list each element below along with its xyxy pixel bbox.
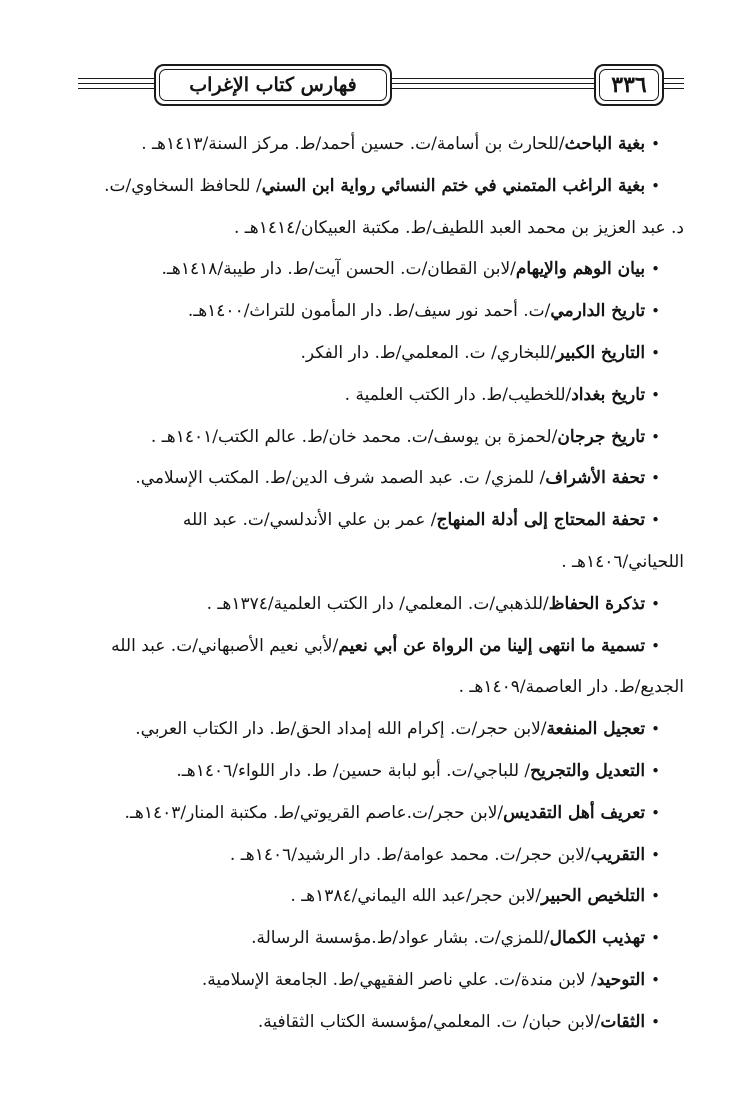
bullet-icon: • (651, 302, 660, 321)
bullet-icon: • (651, 385, 660, 404)
bullet-icon: • (651, 135, 660, 153)
entry-title: تحفة الأشراف (545, 468, 646, 489)
entry-details: /للبخاري/ ت. المعلمي/ط. دار الفكر. (300, 342, 557, 363)
bullet-icon: • (651, 636, 660, 655)
bibliography-entry (70, 333, 684, 375)
bibliography-entry (70, 584, 684, 626)
entry-details: /لابن حبان/ ت. المعلمي/مؤسسة الكتاب الثقافية. (257, 1011, 601, 1032)
entry-details: /لأبي نعيم الأصبهاني/ت. عبد الله (111, 635, 339, 656)
bibliography-entry (70, 166, 684, 208)
bibliography-entry (70, 918, 684, 960)
bullet-icon: • (651, 720, 660, 739)
bibliography-entry-continuation (70, 542, 684, 584)
entry-title: تاريخ جرجان (557, 426, 646, 447)
bibliography-entry-continuation (70, 667, 684, 709)
header-title-box (154, 64, 392, 106)
entry-title: بغية الراغب المتمني في ختم النسائي رواية ابن السني (261, 175, 646, 196)
entry-details: / عمر بن علي الأندلسي/ت. عبد الله (182, 510, 437, 531)
header-rule-right (662, 78, 684, 94)
header-rule-middle (390, 78, 596, 94)
bibliography-entry (70, 835, 684, 877)
bibliography-entry (70, 1002, 684, 1044)
entry-details: /للمزي/ت. بشار عواد/ط.مؤسسة الرسالة. (251, 928, 550, 949)
bibliography-entry (70, 124, 684, 166)
entry-details: د. عبد العزيز بن محمد العبد اللطيف/ط. مكتبة العبيكان/١٤١٤هـ . (233, 217, 684, 238)
bullet-icon: • (651, 970, 660, 989)
bullet-icon: • (651, 260, 660, 279)
bibliography-entry (70, 960, 684, 1002)
page-number-box (594, 64, 664, 106)
entry-details: /ت. أحمد نور سيف/ط. دار المأمون للتراث/١٤٠٠هـ. (187, 301, 551, 322)
entry-details: /للحارث بن أسامة/ت. حسين أحمد/ط. مركز السنة/١٤١٣هـ . (141, 134, 565, 154)
bibliography-entry (70, 709, 684, 751)
entry-details: /للذهبي/ت. المعلمي/ دار الكتب العلمية/١٣٧٤هـ . (206, 593, 549, 614)
entry-title: تهذيب الكمال (549, 928, 646, 949)
bibliography-entry (70, 417, 684, 459)
bullet-icon: • (651, 761, 660, 780)
entry-title: التاريخ الكبير (556, 342, 646, 363)
bibliography-entry (70, 458, 684, 500)
entry-details: / لابن مندة/ت. علي ناصر الفقيهي/ط. الجامعة الإسلامية. (201, 969, 597, 990)
entry-title: بيان الوهم والإيهام (515, 259, 646, 280)
bibliography-list (70, 124, 684, 1044)
bullet-icon: • (651, 1012, 660, 1031)
bullet-icon: • (651, 427, 660, 446)
bibliography-entry-continuation (70, 208, 684, 250)
entry-title: التقريب (590, 844, 646, 865)
bibliography-entry (70, 626, 684, 668)
bibliography-entry (70, 291, 684, 333)
entry-details: /للخطيب/ط. دار الكتب العلمية . (344, 384, 572, 405)
bullet-icon: • (651, 594, 660, 613)
entry-title: تذكرة الحفاظ (548, 593, 646, 614)
bibliography-entry (70, 249, 684, 291)
bibliography-entry (70, 375, 684, 417)
bullet-icon: • (651, 887, 660, 906)
entry-title: تاريخ الدارمي (550, 301, 646, 322)
entry-details: الجديع/ط. دار العاصمة/١٤٠٩هـ . (458, 677, 684, 698)
entry-details: /لابن القطان/ت. الحسن آيت/ط. دار طيبة/١٤١٨هـ. (161, 259, 516, 280)
bullet-icon: • (651, 803, 660, 822)
entry-details: /لابن حجر/ت. محمد عوامة/ط. دار الرشيد/١٤٠٦هـ . (229, 844, 591, 865)
entry-title: تسمية ما انتهى إلينا من الرواة عن أبي نعيم (338, 635, 646, 656)
entry-details: /لابن حجر/ت.عاصم القريوتي/ط. مكتبة المنار/١٤٠٣هـ. (124, 802, 504, 823)
bibliography-entry (70, 500, 684, 542)
entry-details: اللحياني/١٤٠٦هـ . (561, 551, 684, 572)
entry-details: /لابن حجر/عبد الله اليماني/١٣٨٤هـ . (290, 886, 542, 907)
bibliography-entry (70, 751, 684, 793)
entry-title: التلخيص الحبير (541, 886, 646, 907)
header-rule-left (78, 78, 156, 94)
entry-details: /لابن حجر/ت. إكرام الله إمداد الحق/ط. دار الكتاب العربي. (135, 719, 547, 740)
bibliography-entry (70, 793, 684, 835)
bullet-icon: • (651, 511, 660, 530)
entry-details: /لحمزة بن يوسف/ت. محمد خان/ط. عالم الكتب/١٤٠١هـ . (150, 426, 558, 447)
page-number: ٣٣٦ (611, 72, 647, 98)
entry-title: تعريف أهل التقديس (503, 802, 646, 823)
bullet-icon: • (651, 176, 660, 195)
bullet-icon: • (651, 469, 660, 488)
page-title: فهارس كتاب الإغراب (189, 74, 357, 96)
entry-title: بغية الباحث (564, 134, 646, 154)
bibliography-entry (70, 876, 684, 918)
bullet-icon: • (651, 343, 660, 362)
bullet-icon: • (651, 929, 660, 948)
entry-details: / للباجي/ت. أبو لبابة حسين/ ط. دار اللواء/١٤٠٦هـ. (176, 760, 531, 781)
bullet-icon: • (651, 845, 660, 864)
entry-details: / للمزي/ ت. عبد الصمد شرف الدين/ط. المكتب الإسلامي. (135, 468, 546, 489)
page-header (78, 58, 684, 120)
entry-title: التوحيد (596, 969, 646, 990)
entry-title: تعجيل المنفعة (546, 719, 646, 740)
entry-details: / للحافظ السخاوي/ت. (104, 175, 262, 196)
entry-title: التعديل والتجريح (530, 760, 646, 781)
entry-title: الثقات (600, 1011, 646, 1032)
entry-title: تحفة المحتاج إلى أدلة المنهاج (436, 510, 646, 531)
entry-title: تاريخ بغداد (571, 384, 646, 405)
